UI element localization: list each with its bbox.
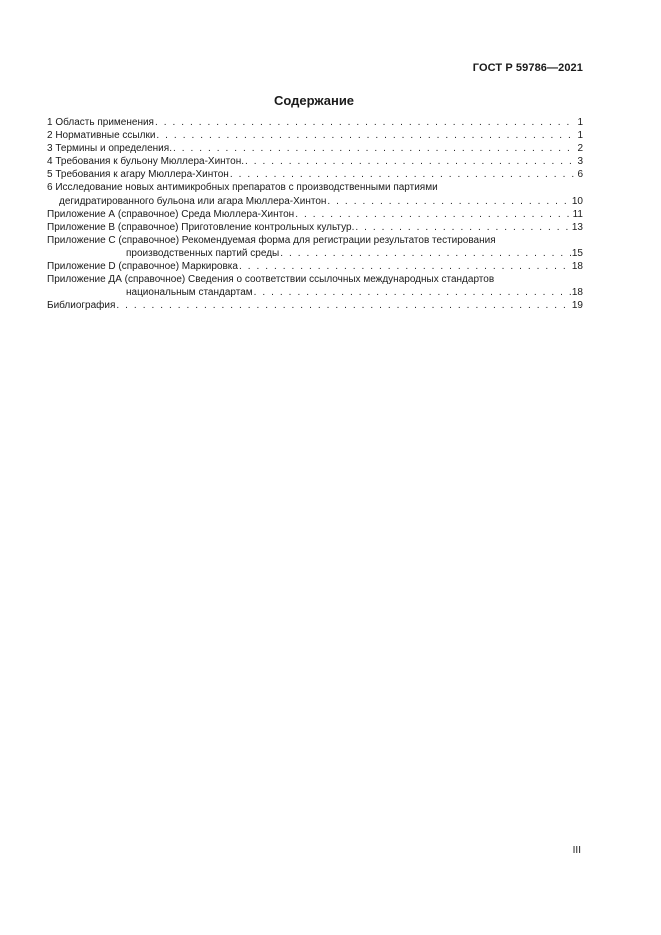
toc-entry-appendix-da[interactable] (47, 273, 583, 299)
toc-entry-terms[interactable] (47, 142, 583, 155)
toc-entry-label: Приложение В (справочное) Приготовление контрольных культур. (47, 221, 355, 233)
dot-leader (155, 116, 576, 129)
toc-entry-page: 19 (571, 300, 583, 312)
dot-leader (254, 286, 571, 299)
toc-entry-label: 4 Требования к бульону Мюллера-Хинтон. (47, 156, 245, 168)
toc-entry-broth-requirements[interactable] (47, 155, 583, 168)
toc-entry-label-continued: национальным стандартам (126, 287, 253, 299)
toc-entry-label: 5 Требования к агару Мюллера-Хинтон (47, 169, 229, 181)
toc-entry-appendix-d[interactable] (47, 260, 583, 273)
toc-entry-normative-references[interactable] (47, 129, 583, 142)
toc-entry-label: 3 Термины и определения. (47, 143, 172, 155)
toc-entry-page: 2 (577, 143, 583, 155)
toc-entry-label: 6 Исследование новых антимикробных препаратов с производственными партиями (47, 182, 438, 194)
toc-entry-bibliography[interactable] (47, 299, 583, 312)
document-standard-code: ГОСТ Р 59786—2021 (472, 62, 583, 74)
toc-entry-page: 1 (577, 130, 583, 142)
toc-entry-agar-requirements[interactable] (47, 168, 583, 181)
toc-entry-appendix-b[interactable] (47, 221, 583, 234)
toc-entry-label: Приложение ДА (справочное) Сведения о соответствии ссылочных международных стандартов (47, 274, 495, 286)
dot-leader (245, 155, 576, 168)
dot-leader (327, 195, 570, 208)
toc-entry-page: 10 (571, 195, 583, 207)
toc-entry-page: 6 (577, 169, 583, 181)
dot-leader (239, 260, 571, 273)
toc-entry-scope[interactable] (47, 116, 583, 129)
toc-entry-page: 13 (571, 221, 583, 233)
toc-entry-label: Приложение С (справочное) Рекомендуемая форма для регистрации результатов тестирования (47, 234, 496, 246)
dot-leader (355, 221, 571, 234)
toc-entry-label: 2 Нормативные ссылки (47, 130, 156, 142)
toc-entry-page: 11 (572, 208, 583, 220)
toc-entry-page: 18 (571, 261, 583, 273)
toc-entry-appendix-a[interactable] (47, 208, 583, 221)
toc-entry-label-continued: производственных партий среды (126, 247, 280, 259)
dot-leader (156, 129, 576, 142)
page-number: III (572, 845, 581, 856)
dot-leader (173, 142, 576, 155)
toc-entry-appendix-c[interactable] (47, 234, 583, 260)
toc-entry-label: Приложение А (справочное) Среда Мюллера-Хинтон (47, 208, 295, 220)
toc-entry-label-continued: дегидратированного бульона или агара Мюллера-Хинтон (59, 195, 327, 207)
toc-entry-label: Библиография (47, 300, 116, 312)
toc-entry-antimicrobial-study[interactable] (47, 181, 583, 207)
dot-leader (116, 299, 570, 312)
toc-entry-page: 1 (577, 117, 583, 128)
toc-entry-label: 1 Область применения (47, 117, 154, 128)
dot-leader (295, 208, 571, 221)
table-of-contents (47, 116, 583, 312)
toc-entry-label: Приложение D (справочное) Маркировка (47, 261, 238, 273)
dot-leader (280, 247, 571, 260)
toc-title: Содержание (273, 93, 355, 108)
toc-entry-page: 15 (571, 247, 583, 259)
toc-entry-page: 3 (577, 156, 583, 168)
toc-entry-page: 18 (571, 287, 583, 299)
dot-leader (230, 168, 577, 181)
